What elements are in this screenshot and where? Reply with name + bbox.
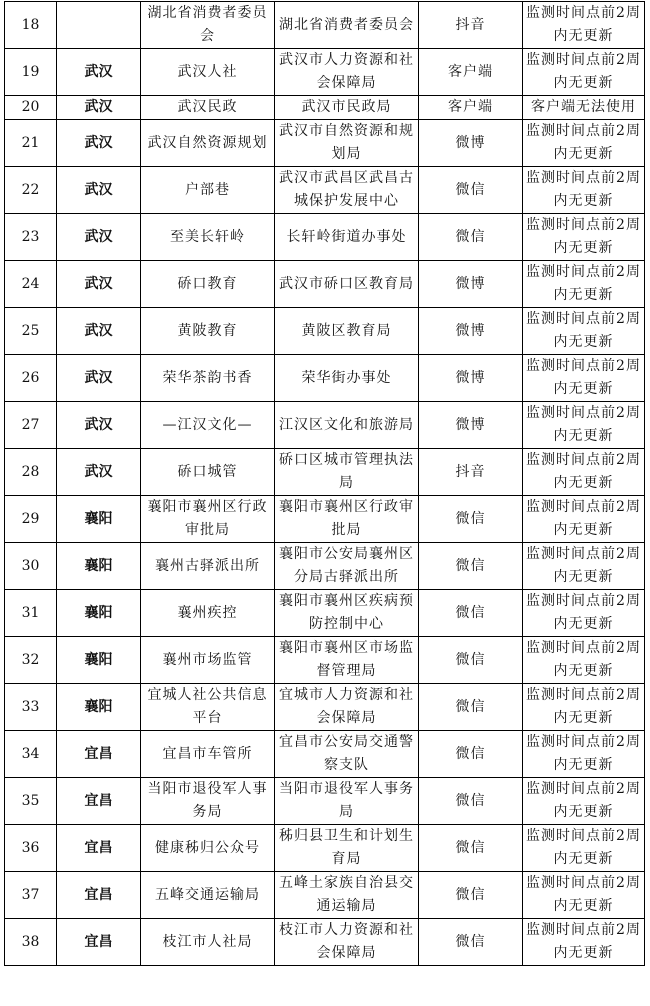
status-cell: 监测时间点前2周内无更新 <box>523 402 645 449</box>
organization-cell: 襄阳市襄州区行政审批局 <box>275 496 419 543</box>
row-number-cell: 30 <box>5 543 57 590</box>
city-cell: 襄阳 <box>57 590 141 637</box>
row-number-cell: 31 <box>5 590 57 637</box>
row-number-cell: 21 <box>5 120 57 167</box>
platform-cell: 抖音 <box>419 449 523 496</box>
status-cell: 监测时间点前2周内无更新 <box>523 825 645 872</box>
table-row <box>5 778 645 825</box>
organization-cell: 江汉区文化和旅游局 <box>275 402 419 449</box>
platform-cell: 微博 <box>419 402 523 449</box>
account-name-cell: 襄阳市襄州区行政审批局 <box>141 496 275 543</box>
status-cell: 监测时间点前2周内无更新 <box>523 49 645 96</box>
row-number-cell: 37 <box>5 872 57 919</box>
table-row <box>5 96 645 120</box>
account-name-cell: 武汉自然资源规划 <box>141 120 275 167</box>
organization-cell: 武汉市自然资源和规划局 <box>275 120 419 167</box>
platform-cell: 微博 <box>419 261 523 308</box>
platform-cell: 微信 <box>419 637 523 684</box>
row-number-cell: 32 <box>5 637 57 684</box>
account-name-cell: 至美长轩岭 <box>141 214 275 261</box>
account-name-cell: 宜城人社公共信息平台 <box>141 684 275 731</box>
row-number-cell: 19 <box>5 49 57 96</box>
account-name-cell: —江汉文化— <box>141 402 275 449</box>
city-cell: 武汉 <box>57 308 141 355</box>
account-name-cell: 荣华茶韵书香 <box>141 355 275 402</box>
row-number-cell: 36 <box>5 825 57 872</box>
account-name-cell: 宜昌市车管所 <box>141 731 275 778</box>
organization-cell: 当阳市退役军人事务局 <box>275 778 419 825</box>
status-cell: 监测时间点前2周内无更新 <box>523 543 645 590</box>
platform-cell: 微博 <box>419 355 523 402</box>
table-row <box>5 120 645 167</box>
city-cell: 宜昌 <box>57 825 141 872</box>
table-row <box>5 590 645 637</box>
account-name-cell: 武汉人社 <box>141 49 275 96</box>
status-cell: 监测时间点前2周内无更新 <box>523 919 645 966</box>
row-number-cell: 27 <box>5 402 57 449</box>
account-name-cell: 健康秭归公众号 <box>141 825 275 872</box>
account-name-cell: 襄州市场监管 <box>141 637 275 684</box>
status-cell: 监测时间点前2周内无更新 <box>523 449 645 496</box>
table-row <box>5 402 645 449</box>
row-number-cell: 35 <box>5 778 57 825</box>
account-name-cell: 湖北省消费者委员会 <box>141 2 275 49</box>
platform-cell: 微信 <box>419 731 523 778</box>
status-cell: 监测时间点前2周内无更新 <box>523 496 645 543</box>
city-cell: 宜昌 <box>57 778 141 825</box>
table-row <box>5 543 645 590</box>
platform-cell: 微博 <box>419 308 523 355</box>
platform-cell: 微信 <box>419 167 523 214</box>
status-cell: 监测时间点前2周内无更新 <box>523 214 645 261</box>
row-number-cell: 26 <box>5 355 57 402</box>
city-cell: 宜昌 <box>57 872 141 919</box>
organization-cell: 五峰土家族自治县交通运输局 <box>275 872 419 919</box>
city-cell: 武汉 <box>57 96 141 120</box>
city-cell: 武汉 <box>57 214 141 261</box>
status-cell: 监测时间点前2周内无更新 <box>523 872 645 919</box>
city-cell: 武汉 <box>57 49 141 96</box>
row-number-cell: 22 <box>5 167 57 214</box>
city-cell: 襄阳 <box>57 637 141 684</box>
table-row <box>5 308 645 355</box>
city-cell: 武汉 <box>57 120 141 167</box>
table-row <box>5 49 645 96</box>
platform-cell: 微信 <box>419 496 523 543</box>
table-row <box>5 2 645 49</box>
platform-cell: 微信 <box>419 872 523 919</box>
platform-cell: 微信 <box>419 825 523 872</box>
row-number-cell: 28 <box>5 449 57 496</box>
row-number-cell: 29 <box>5 496 57 543</box>
organization-cell: 荣华街办事处 <box>275 355 419 402</box>
monitoring-table <box>4 1 645 966</box>
city-cell: 襄阳 <box>57 684 141 731</box>
organization-cell: 襄阳市襄州区市场监督管理局 <box>275 637 419 684</box>
city-cell <box>57 2 141 49</box>
table-body <box>5 2 645 966</box>
platform-cell: 微博 <box>419 120 523 167</box>
organization-cell: 宜城市人力资源和社会保障局 <box>275 684 419 731</box>
table-row <box>5 872 645 919</box>
row-number-cell: 33 <box>5 684 57 731</box>
platform-cell: 微信 <box>419 919 523 966</box>
status-cell: 监测时间点前2周内无更新 <box>523 2 645 49</box>
platform-cell: 客户端 <box>419 96 523 120</box>
account-name-cell: 五峰交通运输局 <box>141 872 275 919</box>
organization-cell: 黄陂区教育局 <box>275 308 419 355</box>
table-row <box>5 684 645 731</box>
platform-cell: 抖音 <box>419 2 523 49</box>
account-name-cell: 户部巷 <box>141 167 275 214</box>
table-row <box>5 355 645 402</box>
table-row <box>5 731 645 778</box>
status-cell: 监测时间点前2周内无更新 <box>523 684 645 731</box>
city-cell: 武汉 <box>57 261 141 308</box>
status-cell: 监测时间点前2周内无更新 <box>523 778 645 825</box>
organization-cell: 硚口区城市管理执法局 <box>275 449 419 496</box>
account-name-cell: 当阳市退役军人事务局 <box>141 778 275 825</box>
table-row <box>5 214 645 261</box>
status-cell: 监测时间点前2周内无更新 <box>523 355 645 402</box>
organization-cell: 武汉市硚口区教育局 <box>275 261 419 308</box>
organization-cell: 武汉市人力资源和社会保障局 <box>275 49 419 96</box>
account-name-cell: 硚口教育 <box>141 261 275 308</box>
platform-cell: 微信 <box>419 778 523 825</box>
status-cell: 监测时间点前2周内无更新 <box>523 637 645 684</box>
platform-cell: 微信 <box>419 543 523 590</box>
row-number-cell: 24 <box>5 261 57 308</box>
table-row <box>5 261 645 308</box>
city-cell: 武汉 <box>57 355 141 402</box>
row-number-cell: 38 <box>5 919 57 966</box>
table-row <box>5 919 645 966</box>
organization-cell: 武汉市民政局 <box>275 96 419 120</box>
city-cell: 武汉 <box>57 402 141 449</box>
city-cell: 宜昌 <box>57 919 141 966</box>
organization-cell: 长轩岭街道办事处 <box>275 214 419 261</box>
platform-cell: 微信 <box>419 684 523 731</box>
status-cell: 监测时间点前2周内无更新 <box>523 120 645 167</box>
status-cell: 监测时间点前2周内无更新 <box>523 590 645 637</box>
platform-cell: 微信 <box>419 590 523 637</box>
city-cell: 武汉 <box>57 449 141 496</box>
organization-cell: 襄阳市公安局襄州区分局古驿派出所 <box>275 543 419 590</box>
row-number-cell: 23 <box>5 214 57 261</box>
platform-cell: 客户端 <box>419 49 523 96</box>
account-name-cell: 硚口城管 <box>141 449 275 496</box>
row-number-cell: 34 <box>5 731 57 778</box>
table-row <box>5 825 645 872</box>
account-name-cell: 枝江市人社局 <box>141 919 275 966</box>
row-number-cell: 25 <box>5 308 57 355</box>
status-cell: 监测时间点前2周内无更新 <box>523 731 645 778</box>
city-cell: 宜昌 <box>57 731 141 778</box>
city-cell: 襄阳 <box>57 496 141 543</box>
organization-cell: 枝江市人力资源和社会保障局 <box>275 919 419 966</box>
status-cell: 监测时间点前2周内无更新 <box>523 261 645 308</box>
status-cell: 客户端无法使用 <box>523 96 645 120</box>
status-cell: 监测时间点前2周内无更新 <box>523 167 645 214</box>
row-number-cell: 20 <box>5 96 57 120</box>
organization-cell: 宜昌市公安局交通警察支队 <box>275 731 419 778</box>
city-cell: 武汉 <box>57 167 141 214</box>
platform-cell: 微信 <box>419 214 523 261</box>
account-name-cell: 武汉民政 <box>141 96 275 120</box>
table-row <box>5 496 645 543</box>
table-row <box>5 449 645 496</box>
organization-cell: 襄阳市襄州区疾病预防控制中心 <box>275 590 419 637</box>
organization-cell: 秭归县卫生和计划生育局 <box>275 825 419 872</box>
row-number-cell: 18 <box>5 2 57 49</box>
organization-cell: 湖北省消费者委员会 <box>275 2 419 49</box>
status-cell: 监测时间点前2周内无更新 <box>523 308 645 355</box>
city-cell: 襄阳 <box>57 543 141 590</box>
account-name-cell: 襄州疾控 <box>141 590 275 637</box>
account-name-cell: 襄州古驿派出所 <box>141 543 275 590</box>
account-name-cell: 黄陂教育 <box>141 308 275 355</box>
organization-cell: 武汉市武昌区武昌古城保护发展中心 <box>275 167 419 214</box>
table-row <box>5 167 645 214</box>
table-row <box>5 637 645 684</box>
